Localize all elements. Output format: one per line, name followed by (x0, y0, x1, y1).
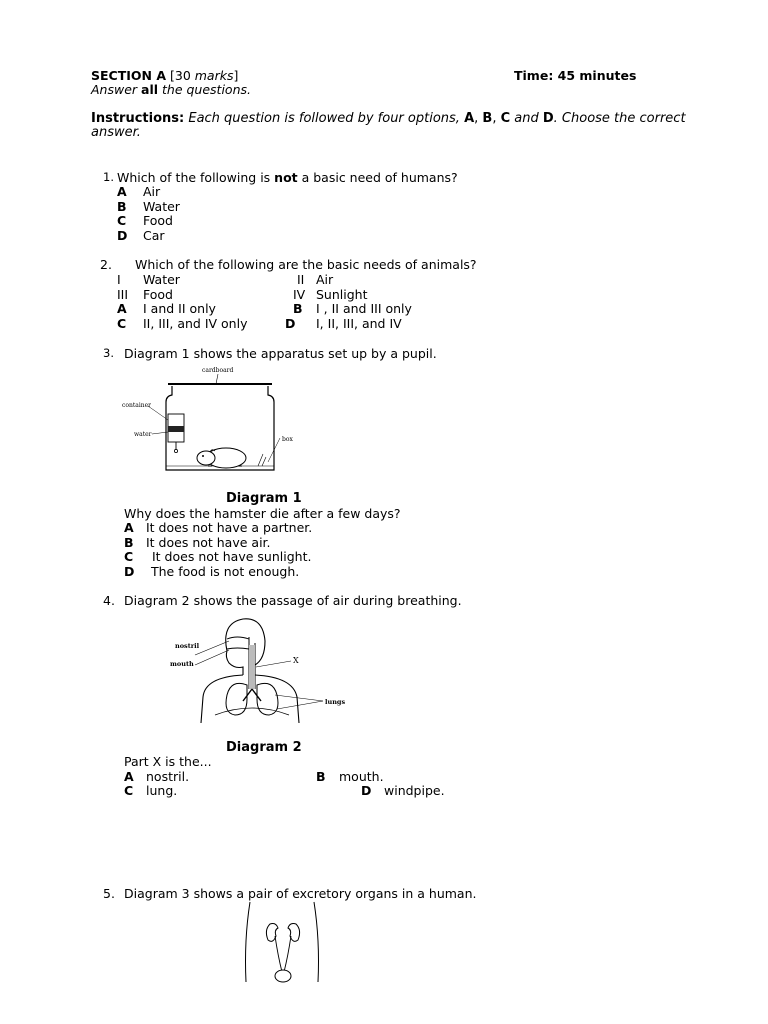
q1-option-c-letter: C (117, 213, 127, 228)
instructions: Instructions: Each question is followed by four options, A, B, C and D. Choose the correct (91, 111, 686, 126)
answer-instruction: Answer all the questions. (91, 82, 251, 97)
q2-item-ii-roman: II (297, 272, 305, 287)
diagram-2-label-nostril: nostril (175, 642, 200, 650)
q4-stem: Diagram 2 shows the passage of air during breathing. (124, 593, 462, 608)
q5-number: 5. (103, 886, 115, 901)
q1-option-d-letter: D (117, 228, 128, 243)
q3-option-d[interactable]: The food is not enough. (151, 564, 300, 579)
q2-option-b[interactable]: I , II and III only (316, 301, 412, 316)
q4-option-a-letter: A (124, 769, 134, 784)
time-limit: Time: 45 minutes (514, 68, 637, 83)
q1-option-a-letter: A (117, 184, 127, 199)
q3-option-c[interactable]: It does not have sunlight. (152, 549, 312, 564)
q3-option-c-letter: C (124, 549, 134, 564)
diagram-2-label-lungs: lungs (325, 698, 346, 706)
q2-item-iv-roman: IV (293, 287, 306, 302)
q3-option-b-letter: B (124, 535, 134, 550)
q2-item-iv: Sunlight (316, 287, 368, 302)
section-heading: SECTION A [30 marks] (91, 68, 239, 83)
q4-number: 4. (103, 593, 115, 608)
diagram-1-label-cardboard: cardboard (202, 367, 234, 374)
q3-question: Why does the hamster die after a few days? (124, 506, 401, 521)
diagram-1-label-box: box (282, 436, 293, 443)
q4-question: Part X is the... (124, 754, 212, 769)
diagram-2-breathing-system (165, 615, 355, 725)
q1-option-c[interactable]: Food (143, 213, 173, 228)
q2-option-b-letter: B (293, 301, 303, 316)
q1-number: 1. (103, 170, 114, 184)
diagram-2-label-x: X (293, 656, 299, 665)
q3-option-a[interactable]: It does not have a partner. (146, 520, 313, 535)
q2-option-a[interactable]: I and II only (143, 301, 216, 316)
diagram-2-label-mouth: mouth (170, 660, 194, 668)
q2-number: 2. (100, 257, 112, 272)
q2-option-d-letter: D (285, 316, 296, 331)
q3-number: 3. (103, 346, 114, 360)
diagram-1-label-water: water (134, 431, 152, 438)
q1-option-b-letter: B (117, 199, 127, 214)
q2-option-c[interactable]: II, III, and IV only (143, 316, 248, 331)
q1-option-b[interactable]: Water (143, 199, 180, 214)
q2-item-i: Water (143, 272, 180, 287)
q2-item-i-roman: I (117, 272, 121, 287)
q2-item-iii-roman: III (117, 287, 129, 302)
q2-item-iii: Food (143, 287, 173, 302)
q2-option-c-letter: C (117, 316, 127, 331)
q1-option-d[interactable]: Car (143, 228, 165, 243)
q4-option-a[interactable]: nostril. (146, 769, 190, 784)
diagram-2-caption: Diagram 2 (226, 740, 302, 755)
q2-option-a-letter: A (117, 301, 127, 316)
q5-stem: Diagram 3 shows a pair of excretory organs in a human. (124, 886, 477, 901)
q4-option-d-letter: D (361, 783, 372, 798)
q4-option-d[interactable]: windpipe. (384, 783, 445, 798)
q2-stem: Which of the following are the basic needs of animals? (135, 257, 477, 272)
q1-option-a[interactable]: Air (143, 184, 161, 199)
q2-item-ii: Air (316, 272, 334, 287)
q4-option-c[interactable]: lung. (146, 783, 178, 798)
instructions-line2: answer. (91, 125, 141, 140)
q4-option-b[interactable]: mouth. (339, 769, 384, 784)
q2-option-d[interactable]: I, II, III, and IV (316, 316, 402, 331)
q3-option-d-letter: D (124, 564, 135, 579)
diagram-1-caption: Diagram 1 (226, 491, 302, 506)
q3-option-a-letter: A (124, 520, 134, 535)
q3-option-b[interactable]: It does not have air. (146, 535, 271, 550)
q4-option-c-letter: C (124, 783, 134, 798)
diagram-1-hamster-apparatus (122, 362, 310, 474)
diagram-1-label-container: container (122, 402, 152, 409)
q4-option-b-letter: B (316, 769, 326, 784)
q1-stem: Which of the following is not a basic need of humans? (117, 170, 458, 185)
diagram-3-excretory-organs (240, 900, 330, 984)
q3-stem: Diagram 1 shows the apparatus set up by a pupil. (124, 346, 437, 361)
